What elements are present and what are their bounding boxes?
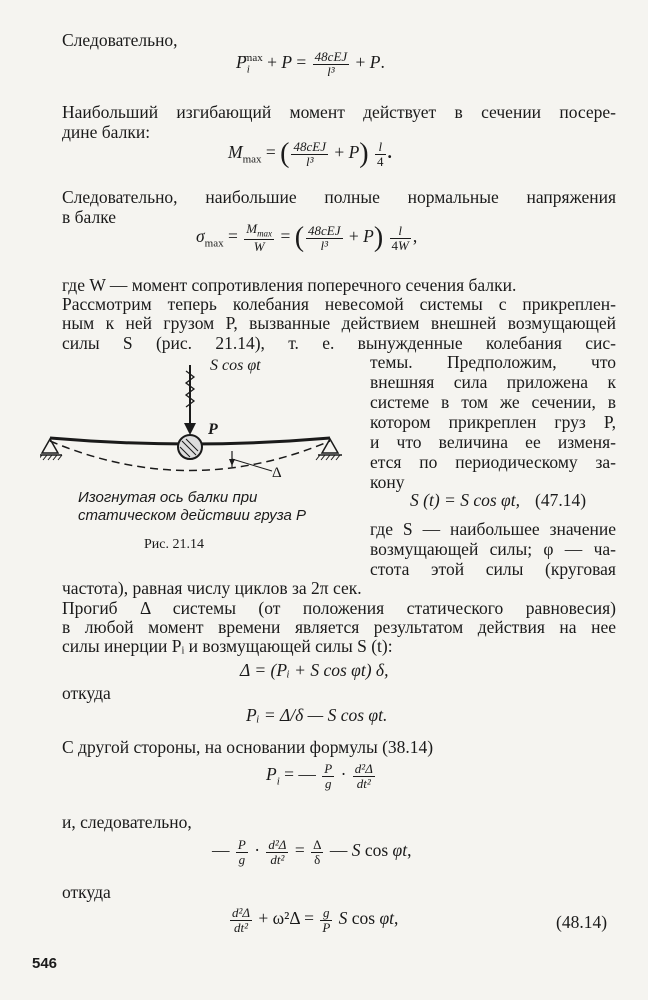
text-line: где S — наибольшее значение bbox=[370, 519, 616, 539]
figure-caption-line1: Изогнутая ось балки при bbox=[78, 489, 258, 506]
text-line: дине балки: bbox=[62, 122, 151, 142]
load-label: P bbox=[208, 421, 218, 438]
text-line: откуда bbox=[62, 683, 111, 703]
text-line: Следовательно, bbox=[62, 30, 178, 50]
text-line: внешняя сила приложена к bbox=[370, 372, 616, 392]
text-line: Следовательно, наибольшие полные нормальные напряжения bbox=[62, 187, 616, 207]
text-line: Прогиб Δ системы (от положения статического равновесия) bbox=[62, 598, 616, 618]
formula-8: — $\frac{P}{g}$ · $\frac{\text{d²Δ}}{\text{dt²}}$ = $\frac{\Delta}{\delta}$ — S cos φt, bbox=[212, 837, 412, 867]
formula-3: $\sigma_{max}$ = $\frac{M_{max}}{W}$ = ( $\frac{\text{48cEJ}}{\text{l³}}$ + P) $\frac{l}{4W}$ , bbox=[196, 221, 418, 255]
text-line: С другой стороны, на основании формулы (38.14) bbox=[62, 737, 434, 757]
text-line: где W — момент сопротивления поперечного сечения балки. bbox=[62, 275, 517, 295]
text-line: стота этой силы (круговая bbox=[370, 559, 616, 579]
equation-number: (47.14) bbox=[535, 490, 587, 510]
text-line: кону bbox=[370, 472, 405, 492]
text-line: Рассмотрим теперь колебания невесомой системы с прикреплен- bbox=[62, 294, 616, 314]
text-line: системе в том же сечении, в bbox=[370, 392, 616, 412]
figure-number: Рис. 21.14 bbox=[144, 537, 204, 552]
formula-4-body: S (t) = S cos φt, bbox=[410, 490, 520, 510]
formula-7: $P_i$ = — $\frac{P}{g}$ · $\frac{\text{d²Δ}}{\text{dt²}}$ bbox=[266, 761, 373, 791]
text-line: в балке bbox=[62, 207, 117, 227]
formula-4 bbox=[410, 490, 587, 511]
text-line: силы S (рис. 21.14), т. е. вынужденные колебания сис- bbox=[62, 333, 616, 353]
text-line: возмущающей силы; φ — ча- bbox=[370, 539, 616, 559]
beam-diagram bbox=[40, 355, 360, 505]
text-line: силы инерции Pᵢ и возмущающей силы S (t): bbox=[62, 636, 393, 656]
force-label: S cos φt bbox=[210, 357, 261, 374]
equation-number: (48.14) bbox=[556, 912, 608, 932]
formula-2: $M_{max}$ = ( $\frac{\text{48cEJ}}{\text{l³}}$ + P) $\frac{l}{4}$ . bbox=[228, 138, 392, 169]
formula-1: $P_i^{max} + P$ = $\frac{\text{48cEJ}}{\text{l³}}$ + P. bbox=[236, 49, 385, 79]
formula-5: Δ = (Pᵢ + S cos φt) δ, bbox=[240, 660, 389, 680]
formula-6: Pᵢ = Δ/δ — S cos φt. bbox=[246, 705, 388, 725]
text-line: частота), равная числу циклов за 2π сек. bbox=[62, 578, 362, 598]
text-line: и что величина ее изменя- bbox=[370, 432, 616, 452]
figure-21-14 bbox=[40, 355, 360, 565]
figure-caption-line2: статическом действии груза P bbox=[78, 507, 307, 524]
delta-label: Δ bbox=[272, 465, 282, 481]
page-number: 546 bbox=[32, 955, 58, 972]
text-line: Наибольший изгибающий момент действует в сечении посере- bbox=[62, 102, 616, 122]
text-line: котором прикреплен груз P, bbox=[370, 412, 616, 432]
text-line: ется по периодическому за- bbox=[370, 452, 616, 472]
text-line: в любой момент времени является результатом действия на нее bbox=[62, 617, 616, 637]
text-line: и, следовательно, bbox=[62, 812, 192, 832]
formula-9: $\frac{\text{d²Δ}}{\text{dt²}}$ + ω²Δ = $\frac{g}{P}$ S cos φt, bbox=[232, 905, 399, 935]
text-line: ным к ней грузом P, вызванные действием внешней возмущающей bbox=[62, 313, 616, 333]
text-line: откуда bbox=[62, 882, 111, 902]
text-line: темы. Предположим, что bbox=[370, 352, 616, 372]
